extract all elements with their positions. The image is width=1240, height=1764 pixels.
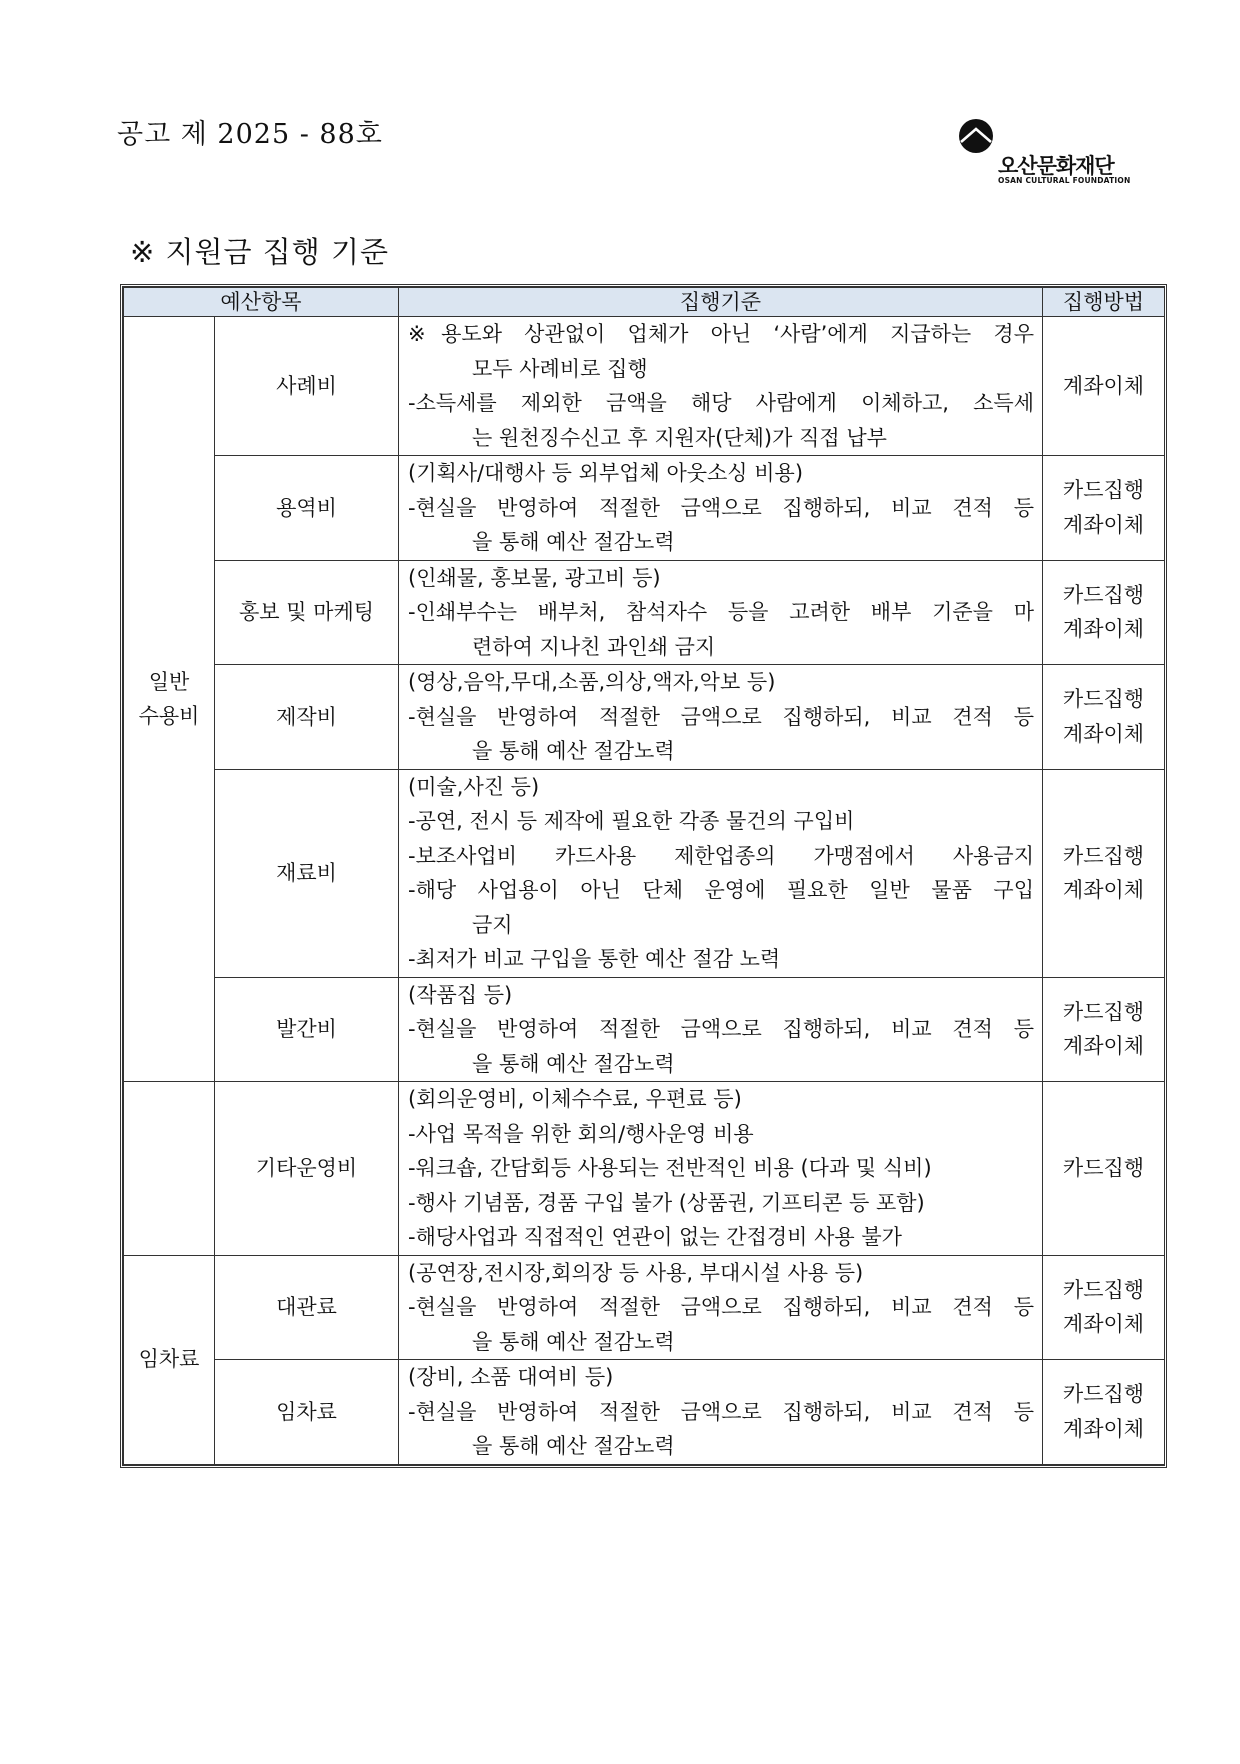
standard-line: 모두 사례비로 집행 [472, 356, 648, 381]
standard-line: 련하여 지나친 과인쇄 금지 [472, 634, 716, 659]
table-row [124, 317, 1165, 456]
standard-line: (장비, 소품 대여비 등) [408, 1365, 614, 1389]
standard-line: -사업 목적을 위한 회의/행사운영 비용 [408, 1121, 754, 1146]
method-label: 계좌이체 [1062, 1416, 1145, 1441]
standard-cell [399, 1255, 1043, 1360]
standard-cell [399, 977, 1043, 1082]
standard-line: (공연장,전시장,회의장 등 사용, 부대시설 사용 등) [408, 1260, 864, 1285]
section-title: ※ 지원금 집행 기준 [130, 235, 390, 269]
method-label: 계좌이체 [1062, 1312, 1145, 1337]
category-label: 수용비 [138, 704, 200, 728]
table-row [124, 977, 1165, 1082]
standard-line: -현실을 반영하여 적절한 금액으로 집행하되, 비교 견적 등 [408, 495, 1034, 520]
standard-cell [399, 1360, 1043, 1465]
method-label: 계좌이체 [1062, 512, 1145, 537]
method-label: 계좌이체 [1062, 1034, 1145, 1059]
table-body [124, 317, 1165, 1465]
method-label: 카드집행 [1062, 687, 1145, 712]
method-label: 카드집행 [1062, 1277, 1145, 1302]
header-method: 집행방법 [1043, 288, 1165, 317]
method-label: 계좌이체 [1062, 373, 1145, 398]
table-row [124, 769, 1165, 977]
header-standard: 집행기준 [399, 288, 1043, 317]
method-cell [1043, 977, 1165, 1082]
standard-line: 을 통해 예산 절감노력 [472, 1434, 675, 1458]
standard-line: (인쇄물, 홍보물, 광고비 등) [408, 565, 661, 590]
budget-item: 재료비 [215, 769, 399, 977]
standard-cell [399, 560, 1043, 665]
standard-line: ※용도와 상관없이 업체가 아닌 ‘사람’에게 지급하는 경우 [408, 322, 1034, 346]
standard-line: -현실을 반영하여 적절한 금액으로 집행하되, 비교 견적 등 [408, 1399, 1034, 1424]
method-cell [1043, 769, 1165, 977]
standard-line: -현실을 반영하여 적절한 금액으로 집행하되, 비교 견적 등 [408, 1295, 1034, 1319]
method-label: 카드집행 [1062, 999, 1145, 1024]
method-cell [1043, 317, 1165, 456]
budget-item: 제작비 [215, 665, 399, 770]
method-cell [1043, 1360, 1165, 1465]
category-label: 임차료 [138, 1347, 200, 1372]
standard-line: 는 원천징수신고 후 지원자(단체)가 직접 납부 [472, 425, 887, 450]
standard-line: 을 통해 예산 절감노력 [472, 530, 675, 554]
standard-line: 을 통해 예산 절감노력 [472, 1329, 675, 1354]
method-label: 카드집행 [1062, 478, 1145, 503]
execution-standards-table [120, 284, 1167, 1468]
method-label: 카드집행 [1062, 843, 1145, 868]
standard-line: -해당사업과 직접적인 연관이 없는 간접경비 사용 불가 [408, 1225, 902, 1249]
method-label: 계좌이체 [1062, 721, 1145, 746]
standard-line: -현실을 반영하여 적절한 금액으로 집행하되, 비교 견적 등 [408, 704, 1034, 729]
method-cell [1043, 560, 1165, 665]
standard-line: -해당 사업용이 아닌 단체 운영에 필요한 일반 물품 구입 [408, 878, 1034, 902]
budget-item: 홍보 및 마케팅 [215, 560, 399, 665]
method-label: 계좌이체 [1062, 617, 1145, 642]
standard-line: (기획사/대행사 등 외부업체 아웃소싱 비용) [408, 461, 804, 485]
standard-cell [399, 456, 1043, 561]
standard-line: -워크숍, 간담회등 사용되는 전반적인 비용 (다과 및 식비) [408, 1156, 932, 1180]
budget-item: 용역비 [215, 456, 399, 561]
standard-line: -인쇄부수는 배부처, 참석자수 등을 고려한 배부 기준을 마 [408, 600, 1034, 624]
category-cell [124, 1255, 215, 1464]
standard-line: 을 통해 예산 절감노력 [472, 1051, 675, 1076]
standard-line: -현실을 반영하여 적절한 금액으로 집행하되, 비교 견적 등 [408, 1017, 1034, 1041]
method-cell [1043, 665, 1165, 770]
notice-number: 공고 제 2025 - 88호 [117, 119, 383, 150]
budget-item: 사례비 [215, 317, 399, 456]
method-label: 카드집행 [1062, 1156, 1145, 1180]
standard-line: (영상,음악,무대,소품,의상,액자,악보 등) [408, 670, 776, 694]
standard-line: -보조사업비 카드사용 제한업종의 가맹점에서 사용금지 [408, 843, 1034, 868]
standard-line: -행사 기념품, 경품 구입 불가 (상품권, 기프티콘 등 포함) [408, 1190, 925, 1215]
logo-name: 오산문화재단 [998, 154, 1114, 178]
budget-item: 발간비 [215, 977, 399, 1082]
budget-item: 임차료 [215, 1360, 399, 1465]
standard-line: (작품집 등) [408, 982, 513, 1007]
table-row [124, 1082, 1165, 1256]
method-label: 카드집행 [1062, 1382, 1145, 1407]
table-row [124, 456, 1165, 561]
table-row [124, 1360, 1165, 1465]
foundation-logo [958, 118, 1131, 190]
standard-line: -최저가 비교 구입을 통한 예산 절감 노력 [408, 947, 781, 971]
standard-line: 금지 [472, 912, 513, 937]
logo-subtitle: OSAN CULTURAL FOUNDATION [998, 176, 1131, 185]
standard-line: 을 통해 예산 절감노력 [472, 739, 675, 763]
category-cell [124, 317, 215, 1082]
standard-line: -공연, 전시 등 제작에 필요한 각종 물건의 구입비 [408, 809, 855, 833]
standard-cell [399, 665, 1043, 770]
standard-cell [399, 1082, 1043, 1256]
budget-item: 대관료 [215, 1255, 399, 1360]
category-label: 일반 [148, 669, 190, 694]
osan-foundation-logo-icon [958, 118, 994, 158]
category-cell [124, 1082, 215, 1256]
table-row [124, 1255, 1165, 1360]
standard-line: (미술,사진 등) [408, 774, 540, 799]
table-row [124, 665, 1165, 770]
method-label: 계좌이체 [1062, 878, 1145, 902]
standard-line: -소득세를 제외한 금액을 해당 사람에게 이체하고, 소득세 [408, 391, 1034, 415]
standard-cell [399, 317, 1043, 456]
budget-item: 기타운영비 [215, 1082, 399, 1256]
method-label: 카드집행 [1062, 582, 1145, 607]
method-cell [1043, 1082, 1165, 1256]
method-cell [1043, 1255, 1165, 1360]
table-row [124, 560, 1165, 665]
table-header-row [124, 288, 1165, 317]
method-cell [1043, 456, 1165, 561]
standard-line: (회의운영비, 이체수수료, 우편료 등) [408, 1087, 742, 1111]
standard-cell [399, 769, 1043, 977]
header-budget-item: 예산항목 [124, 288, 399, 317]
